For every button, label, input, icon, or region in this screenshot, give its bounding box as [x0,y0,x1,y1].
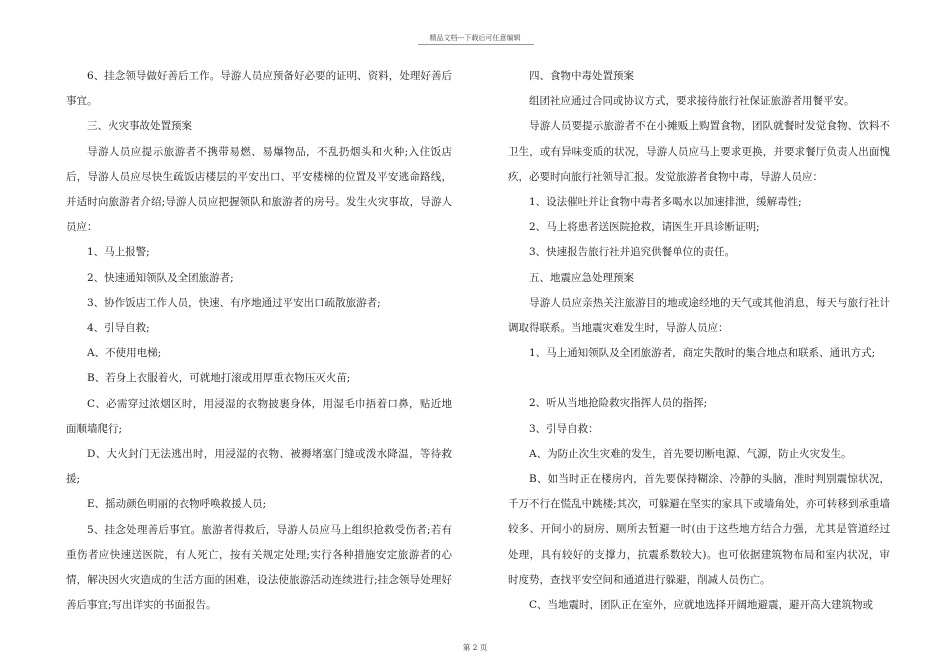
list-item: C、当地震时，团队正在室外，应就地选择开阔地避震，避开高大建筑物或 [529,599,874,612]
header-rule [418,44,534,45]
list-item: B、若身上衣服着火，可就地打滚或用厚重衣物压灭火苗; [87,372,351,385]
list-item: B、如当时正在楼房内，首先要保持糊涂、冷静的头脑，准时判别震惊状况，千万不行在慌乱中跳楼;其次，可躲避在坚实的家具下或墙角处，亦可转移到承重墙较多、开间小的厨房、厕所去暂避一时(由于这些地方结合力强，尤其是管道经过处理，具有较好的支撑力，抗震系数较大)。也可依据建筑物布局和室内状况，审时度势，查找平安空间和通道进行躲避，削减人员伤亡。 [508,473,890,586]
section-heading: 五、地震应急处理预案 [529,271,634,284]
list-item: A、不使用电梯; [87,347,162,360]
left-column [66,64,452,618]
paragraph: 导游人员应提示旅游者不携带易燃、易爆物品，不乱扔烟头和火种;入住饭店后，导游人员应尽快生疏饭店楼层的平安出口、平安楼梯的位置及平安逃命路线，并适时向旅游者介绍;导游人员应把握领队和旅游者的房号。发生火灾事故，导游人员应： [66,145,452,234]
paragraph: 6、挂念领导做好善后工作。导游人员应预备好必要的证明、资料，处理好善后事宜。 [66,70,452,108]
list-item: 3、引导自救： [529,422,599,435]
list-item: 2、听从当地抢险救灾指挥人员的指挥; [529,397,708,410]
section-heading: 四、食物中毒处置预案 [529,70,634,82]
paragraph: 导游人员要提示旅游者不在小摊贩上购置食物，团队就餐时发觉食物、饮料不卫生，或有异味变质的状况，导游人员应马上要求更换，并要求餐厅负责人出面愧疚，必要时向旅行社领导汇报。发觉旅游者食物中毒，导游人员应： [508,120,890,183]
list-item: A、为防止次生灾难的发生，首先要切断电源、气源，防止火灾发生。 [529,447,852,460]
list-item: 1、马上通知领队及全团旅游者，商定失散时的集合地点和联系、通讯方式; [529,347,876,360]
list-item: 2、快速通知领队及全团旅游者; [87,271,234,284]
list-item: 4、引导自救; [87,322,150,335]
section-heading: 三、火灾事故处置预案 [87,120,192,133]
list-item: 1、马上报警; [87,246,150,259]
paragraph: 组团社应通过合同或协议方式，要求接待旅行社保证旅游者用餐平安。 [529,95,855,108]
page-number: 第 2 页 [462,643,488,652]
list-item: E、摇动颜色明丽的衣物呼唤救援人员; [87,498,267,511]
paragraph: 5、挂念处理善后事宜。旅游者得救后，导游人员应马上组织抢救受伤者;若有重伤者应快速送医院，有人死亡，按有关规定处理;实行各种措施安定旅游者的心情，解决因火灾造成的生活方面的困难，设法使旅游活动连续进行;挂念领导处理好善后事宜;写出详实的书面报告。 [66,523,452,612]
list-item: C、必需穿过浓烟区时，用浸湿的衣物披裹身体，用湿毛巾捂着口鼻，贴近地面顺墙爬行; [66,397,452,435]
list-item: 2、马上将患者送医院抢救，请医生开具诊断证明; [529,221,760,234]
list-item: 1、设法催吐并让食物中毒者多喝水以加速排泄，缓解毒性; [529,196,802,209]
list-item: D、大火封门无法逃出时，用浸湿的衣物、被褥堵塞门缝或泼水降温，等待救援; [66,448,452,486]
paragraph: 导游人员应亲热关注旅游目的地或途经地的天气或其他消息，每天与旅行社计调取得联系。当地震灾难发生时，导游人员应： [508,296,890,335]
right-column [508,64,890,618]
page-header: 精品文档---下载后可任意编辑 [429,34,521,42]
list-item: 3、快速报告旅行社并追究供餐单位的责任。 [529,246,736,259]
list-item: 3、协作饭店工作人员，快速、有序地通过平安出口疏散旅游者; [87,296,381,309]
